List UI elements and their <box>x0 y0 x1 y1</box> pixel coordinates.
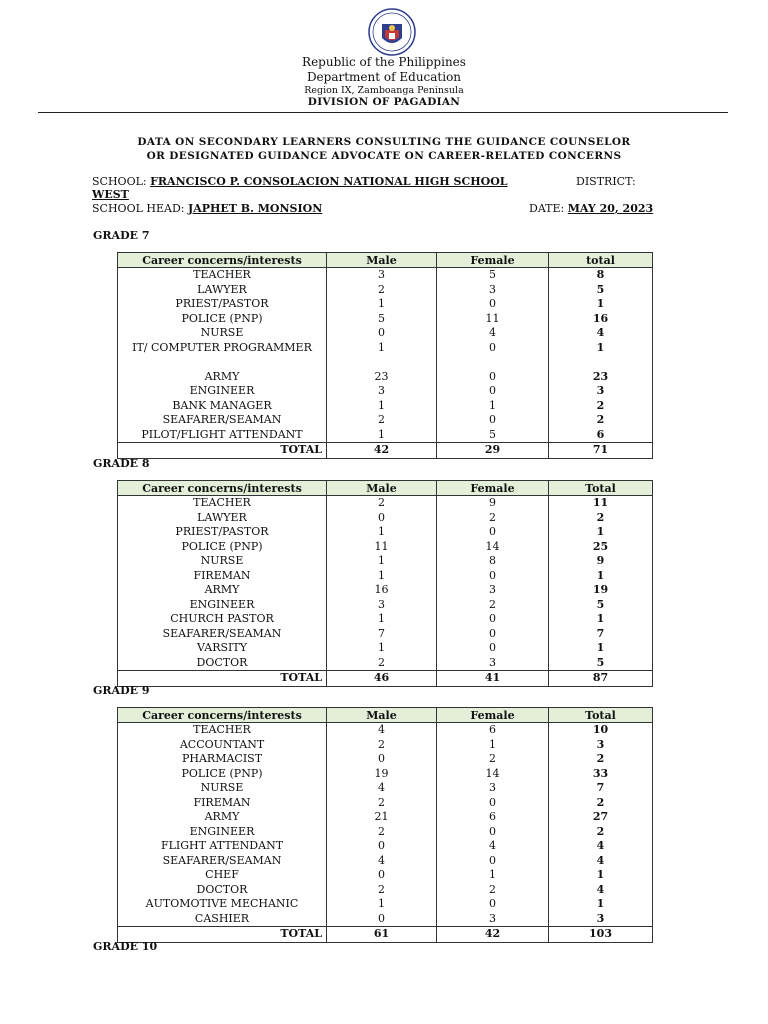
table-total-row <box>118 927 653 943</box>
career-cell: IT/ COMPUTER PROGRAMMER <box>118 341 327 370</box>
total-label: TOTAL <box>118 671 327 687</box>
region-heading: Region IX, Zamboanga Peninsula <box>304 85 464 96</box>
table-row <box>118 796 653 811</box>
female-cell: 0 <box>437 569 549 584</box>
grade9-table <box>117 707 653 943</box>
total-cell: 33 <box>549 767 653 782</box>
total-cell: 4 <box>549 883 653 898</box>
female-cell: 5 <box>437 428 549 443</box>
male-cell: 7 <box>327 627 437 642</box>
female-cell: 2 <box>437 598 549 613</box>
grand-total: 71 <box>549 443 653 459</box>
male-total: 46 <box>327 671 437 687</box>
male-cell: 1 <box>327 297 437 312</box>
total-cell: 1 <box>549 297 653 312</box>
male-cell: 2 <box>327 413 437 428</box>
table-row <box>118 511 653 526</box>
career-cell: ARMY <box>118 370 327 385</box>
career-cell: ACCOUNTANT <box>118 738 327 753</box>
total-cell: 1 <box>549 897 653 912</box>
column-header: total <box>549 253 653 268</box>
career-cell: FIREMAN <box>118 569 327 584</box>
table-row <box>118 341 653 370</box>
career-cell: LAWYER <box>118 283 327 298</box>
female-cell: 14 <box>437 540 549 555</box>
female-cell: 3 <box>437 283 549 298</box>
female-cell: 1 <box>437 399 549 414</box>
career-cell: BANK MANAGER <box>118 399 327 414</box>
total-cell: 2 <box>549 413 653 428</box>
career-cell: SEAFARER/SEAMAN <box>118 854 327 869</box>
total-cell: 25 <box>549 540 653 555</box>
table-header-row <box>118 253 653 268</box>
male-cell: 1 <box>327 428 437 443</box>
total-cell: 5 <box>549 656 653 671</box>
career-cell: ENGINEER <box>118 825 327 840</box>
male-cell: 1 <box>327 554 437 569</box>
career-cell: ENGINEER <box>118 598 327 613</box>
table-row <box>118 268 653 283</box>
division-heading: DIVISION OF PAGADIAN <box>307 96 461 108</box>
female-cell: 14 <box>437 767 549 782</box>
male-cell: 2 <box>327 656 437 671</box>
female-cell: 2 <box>437 883 549 898</box>
male-cell: 0 <box>327 839 437 854</box>
column-header: Career concerns/interests <box>118 253 327 268</box>
grade8-table <box>117 480 653 687</box>
column-header: Career concerns/interests <box>118 481 327 496</box>
total-cell: 4 <box>549 839 653 854</box>
female-cell: 0 <box>437 370 549 385</box>
career-cell: CASHIER <box>118 912 327 927</box>
total-cell: 4 <box>549 326 653 341</box>
table-row <box>118 583 653 598</box>
total-cell: 2 <box>549 399 653 414</box>
career-cell: DOCTOR <box>118 656 327 671</box>
table-header-row <box>118 708 653 723</box>
table-row <box>118 767 653 782</box>
table-row <box>118 496 653 511</box>
total-cell: 8 <box>549 268 653 283</box>
total-cell: 2 <box>549 825 653 840</box>
male-cell: 0 <box>327 752 437 767</box>
female-cell: 3 <box>437 781 549 796</box>
female-cell: 3 <box>437 583 549 598</box>
table-row <box>118 598 653 613</box>
career-cell: POLICE (PNP) <box>118 312 327 327</box>
school-value: FRANCISCO P. CONSOLACION NATIONAL HIGH SCHOOL <box>150 175 508 188</box>
total-cell: 4 <box>549 854 653 869</box>
female-cell: 0 <box>437 341 549 370</box>
female-cell: 9 <box>437 496 549 511</box>
table-row <box>118 525 653 540</box>
table-row <box>118 883 653 898</box>
female-cell: 4 <box>437 839 549 854</box>
male-cell: 2 <box>327 738 437 753</box>
male-cell: 1 <box>327 569 437 584</box>
table-row <box>118 781 653 796</box>
total-cell: 1 <box>549 612 653 627</box>
column-header: Male <box>327 481 437 496</box>
male-cell: 3 <box>327 384 437 399</box>
female-cell: 0 <box>437 384 549 399</box>
career-cell: PILOT/FLIGHT ATTENDANT <box>118 428 327 443</box>
table-row <box>118 656 653 671</box>
male-cell: 19 <box>327 767 437 782</box>
total-cell: 9 <box>549 554 653 569</box>
table-row <box>118 283 653 298</box>
table-row <box>118 384 653 399</box>
female-cell: 0 <box>437 825 549 840</box>
table-row <box>118 413 653 428</box>
female-total: 42 <box>437 927 549 943</box>
male-cell: 0 <box>327 511 437 526</box>
female-cell: 0 <box>437 897 549 912</box>
total-cell: 1 <box>549 569 653 584</box>
male-cell: 0 <box>327 868 437 883</box>
female-cell: 2 <box>437 511 549 526</box>
total-cell: 1 <box>549 641 653 656</box>
female-cell: 3 <box>437 656 549 671</box>
table-row <box>118 641 653 656</box>
career-cell: PRIEST/PASTOR <box>118 525 327 540</box>
career-cell: TEACHER <box>118 268 327 283</box>
total-cell: 19 <box>549 583 653 598</box>
total-cell: 5 <box>549 598 653 613</box>
career-cell: ENGINEER <box>118 384 327 399</box>
table-row <box>118 854 653 869</box>
table-row <box>118 569 653 584</box>
female-cell: 0 <box>437 413 549 428</box>
table-row <box>118 752 653 767</box>
table-row <box>118 839 653 854</box>
table-row <box>118 912 653 927</box>
grade7-label: GRADE 7 <box>93 229 150 242</box>
school-label: SCHOOL: <box>92 175 147 188</box>
career-cell: PRIEST/PASTOR <box>118 297 327 312</box>
female-cell: 8 <box>437 554 549 569</box>
male-cell: 4 <box>327 781 437 796</box>
total-cell: 11 <box>549 496 653 511</box>
school-head-info <box>92 202 322 216</box>
total-cell: 7 <box>549 627 653 642</box>
date-info <box>529 202 653 216</box>
male-cell: 1 <box>327 525 437 540</box>
male-cell: 21 <box>327 810 437 825</box>
male-cell: 23 <box>327 370 437 385</box>
female-cell: 0 <box>437 627 549 642</box>
male-cell: 2 <box>327 796 437 811</box>
table-row <box>118 297 653 312</box>
total-cell: 3 <box>549 738 653 753</box>
male-cell: 1 <box>327 399 437 414</box>
career-cell: FLIGHT ATTENDANT <box>118 839 327 854</box>
female-cell: 1 <box>437 868 549 883</box>
date-value: MAY 20, 2023 <box>567 202 654 215</box>
table-row <box>118 554 653 569</box>
column-header: Career concerns/interests <box>118 708 327 723</box>
male-cell: 0 <box>327 326 437 341</box>
total-cell: 5 <box>549 283 653 298</box>
table-row <box>118 612 653 627</box>
republic-heading: Republic of the Philippines <box>302 55 466 69</box>
female-cell: 0 <box>437 796 549 811</box>
female-cell: 6 <box>437 810 549 825</box>
female-cell: 5 <box>437 268 549 283</box>
male-cell: 1 <box>327 641 437 656</box>
career-cell: TEACHER <box>118 496 327 511</box>
table-row <box>118 897 653 912</box>
career-cell: SEAFARER/SEAMAN <box>118 413 327 428</box>
table-header-row <box>118 481 653 496</box>
career-cell: FIREMAN <box>118 796 327 811</box>
male-cell: 0 <box>327 912 437 927</box>
total-cell: 10 <box>549 723 653 738</box>
female-cell: 0 <box>437 612 549 627</box>
table-total-row <box>118 443 653 459</box>
male-cell: 11 <box>327 540 437 555</box>
school-info-cont <box>92 188 129 202</box>
career-cell: CHEF <box>118 868 327 883</box>
male-cell: 4 <box>327 854 437 869</box>
male-cell: 1 <box>327 341 437 370</box>
table-row <box>118 399 653 414</box>
male-cell: 5 <box>327 312 437 327</box>
grade7-table <box>117 252 653 459</box>
male-total: 61 <box>327 927 437 943</box>
career-cell: CHURCH PASTOR <box>118 612 327 627</box>
grand-total: 87 <box>549 671 653 687</box>
career-cell: VARSITY <box>118 641 327 656</box>
female-total: 41 <box>437 671 549 687</box>
header-divider <box>38 112 728 113</box>
female-cell: 0 <box>437 297 549 312</box>
total-cell: 2 <box>549 796 653 811</box>
career-cell: LAWYER <box>118 511 327 526</box>
total-cell: 3 <box>549 912 653 927</box>
career-cell: SEAFARER/SEAMAN <box>118 627 327 642</box>
female-cell: 4 <box>437 326 549 341</box>
district-label: DISTRICT: <box>576 175 636 188</box>
female-cell: 11 <box>437 312 549 327</box>
career-cell: POLICE (PNP) <box>118 540 327 555</box>
column-header: Total <box>549 708 653 723</box>
female-cell: 0 <box>437 854 549 869</box>
male-total: 42 <box>327 443 437 459</box>
female-cell: 0 <box>437 641 549 656</box>
male-cell: 3 <box>327 268 437 283</box>
table-row <box>118 723 653 738</box>
male-cell: 4 <box>327 723 437 738</box>
department-heading: Department of Education <box>306 70 462 84</box>
female-cell: 3 <box>437 912 549 927</box>
grade9-label: GRADE 9 <box>93 684 150 697</box>
total-cell: 6 <box>549 428 653 443</box>
column-header: Male <box>327 708 437 723</box>
career-cell: ARMY <box>118 583 327 598</box>
female-total: 29 <box>437 443 549 459</box>
column-header: Female <box>437 253 549 268</box>
grand-total: 103 <box>549 927 653 943</box>
career-cell: DOCTOR <box>118 883 327 898</box>
column-header: Female <box>437 481 549 496</box>
school-info <box>92 175 508 189</box>
total-cell: 7 <box>549 781 653 796</box>
male-cell: 2 <box>327 496 437 511</box>
column-header: Total <box>549 481 653 496</box>
table-row <box>118 825 653 840</box>
table-total-row <box>118 671 653 687</box>
table-row <box>118 738 653 753</box>
table-row <box>118 312 653 327</box>
grade10-label: GRADE 10 <box>93 940 158 953</box>
table-row <box>118 810 653 825</box>
career-cell: ARMY <box>118 810 327 825</box>
career-cell: PHARMACIST <box>118 752 327 767</box>
male-cell: 1 <box>327 897 437 912</box>
male-cell: 2 <box>327 283 437 298</box>
total-cell: 2 <box>549 752 653 767</box>
school-head-label: SCHOOL HEAD: <box>92 202 185 215</box>
total-label: TOTAL <box>118 443 327 459</box>
total-cell: 1 <box>549 868 653 883</box>
table-row <box>118 326 653 341</box>
document-title-line2: OR DESIGNATED GUIDANCE ADVOCATE ON CAREER-RELATED CONCERNS <box>146 150 622 162</box>
female-cell: 2 <box>437 752 549 767</box>
male-cell: 1 <box>327 612 437 627</box>
total-label: TOTAL <box>118 927 327 943</box>
career-cell: NURSE <box>118 326 327 341</box>
grade8-label: GRADE 8 <box>93 457 150 470</box>
female-cell: 0 <box>437 525 549 540</box>
career-cell: AUTOMOTIVE MECHANIC <box>118 897 327 912</box>
table-row <box>118 540 653 555</box>
female-cell: 6 <box>437 723 549 738</box>
total-cell: 1 <box>549 525 653 540</box>
career-cell: TEACHER <box>118 723 327 738</box>
total-cell: 16 <box>549 312 653 327</box>
career-cell: POLICE (PNP) <box>118 767 327 782</box>
table-row <box>118 627 653 642</box>
total-cell: 3 <box>549 384 653 399</box>
date-label: DATE: <box>529 202 565 215</box>
career-cell: NURSE <box>118 554 327 569</box>
column-header: Female <box>437 708 549 723</box>
table-row <box>118 428 653 443</box>
career-cell: NURSE <box>118 781 327 796</box>
school-value-cont: WEST <box>92 188 129 201</box>
male-cell: 3 <box>327 598 437 613</box>
male-cell: 16 <box>327 583 437 598</box>
male-cell: 2 <box>327 883 437 898</box>
document-title-line1: DATA ON SECONDARY LEARNERS CONSULTING THE GUIDANCE COUNSELOR <box>137 136 631 148</box>
total-cell: 27 <box>549 810 653 825</box>
school-head-value: JAPHET B. MONSION <box>187 202 323 215</box>
column-header: Male <box>327 253 437 268</box>
total-cell: 1 <box>549 341 653 370</box>
female-cell: 1 <box>437 738 549 753</box>
total-cell: 23 <box>549 370 653 385</box>
male-cell: 2 <box>327 825 437 840</box>
deped-seal-icon <box>368 8 416 56</box>
total-cell: 2 <box>549 511 653 526</box>
table-row <box>118 868 653 883</box>
table-row <box>118 370 653 385</box>
